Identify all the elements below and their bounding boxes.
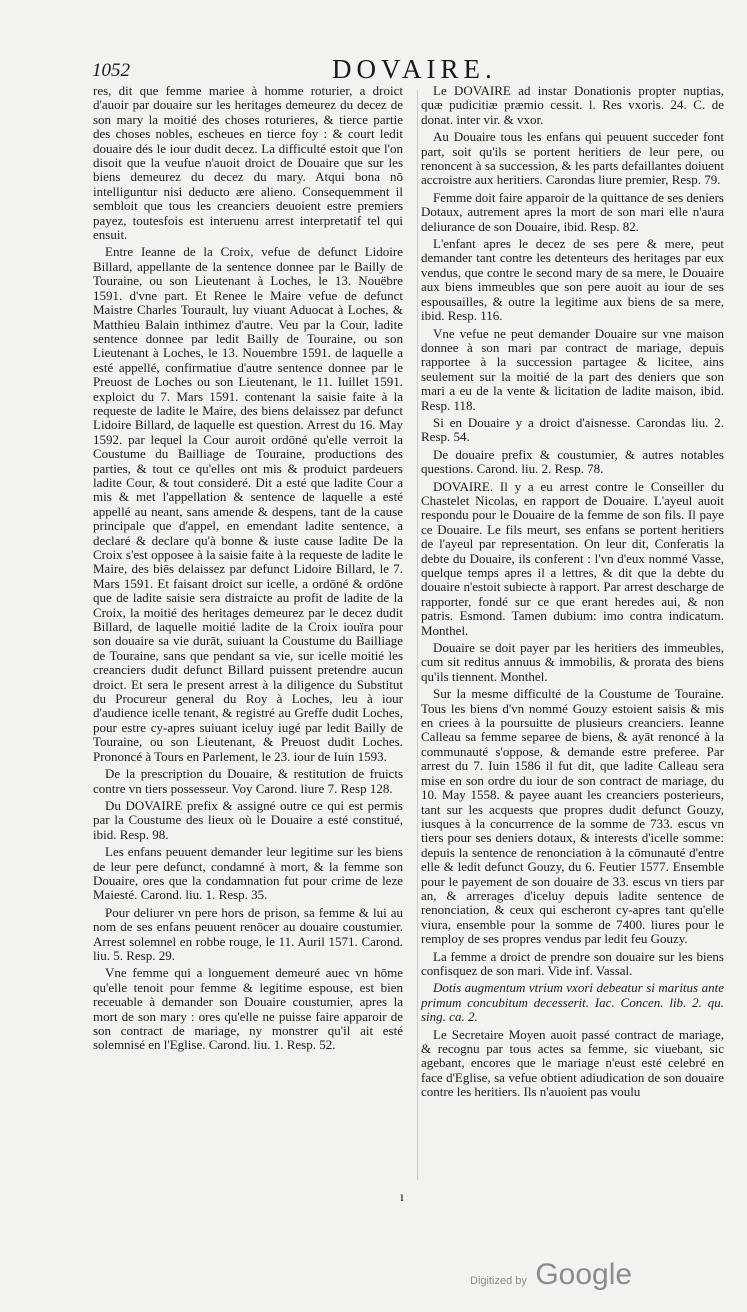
paragraph: Vne femme qui a longuement demeuré auec vn hōme qu'elle tenoit pour femme & legitime espouse, est bien receuable à demander son Douaire coustumier, apres la mort de son mary : ores qu'elle ne puisse faire apparoir de son contract de mariage, ny monstrer qu'il ait esté solemnisé en l'Eglise. Carond. liu. 1. Resp. 52. [93, 965, 403, 1053]
paragraph: L'enfant apres le decez de ses pere & mere, peut demander tant contre les detenteurs des heritages par eux vendus, que contre le second mary de sa mere, le Douaire aux biens immeubles que son pere auoit au iour de ses espousailles, & outre la legitime aux biens de sa mere, ibid. Resp. 116. [421, 236, 724, 324]
digitized-by-label: Digitized by [470, 1275, 527, 1287]
page-header [92, 52, 717, 86]
paragraph: Si en Douaire y a droict d'aisnesse. Carondas liu. 2. Resp. 54. [421, 414, 724, 445]
paragraph: Douaire se doit payer par les heritiers des immeubles, cum sit reditus annuus & immobilis, & prorata des biens qu'ils tiennent. Monthel. [421, 640, 724, 684]
paragraph: Sur la mesme difficulté de la Coustume de Touraine. Tous les biens d'vn nommé Gouzy estoient saisis & mis en criees à la poursuitte de plusieurs creanciers. Ieanne Calleau sa femme separee de biens, & ayāt renoncé à la communauté s'oppose, & demande estre preferee. Par arrest du 7. Iuin 1586 il fut dit, que ladite Calleau sera mise en son ordre du iour de son contract de mariage, du 10. May 1558. & payee auant les creanciers posterieurs, tant sur les acquests que propres dudit defunct Gouzy, iusques à la concurrence de la somme de 733. escus vn tiers pour ses deniers dotaux, & interests d'icelle somme: depuis la sentence de renonciation à la cōmunauté d'entre elle & ledit defunct Gouzy, du 6. Feutier 1577. Ensemble pour le payement de son douaire de 33. escus vn tiers par an, & arrerages d'iceluy depuis ladite sentence de renonciation, & ceux qui escheront cy-apres tant qu'elle viura, ensemble pour la somme de 7400. liures pour le remploy de ses propres vendus par ledit feu Gouzy. [421, 686, 724, 947]
paragraph: Le Secretaire Moyen auoit passé contract de mariage, & recognu par tous actes sa femme, sic viuebant, sic agebant, encores que le mariage n'eust esté celebré en face d'Eglise, sa vefue obtient adiudication de son douaire contre les heritiers. Ils n'auoient pas voulu [421, 1026, 724, 1100]
left-column [93, 84, 403, 1056]
paragraph: Du DOVAIRE prefix & assigné outre ce qui est permis par la Coustume des lieux où le Douaire a esté constitué, ibid. Resp. 98. [93, 797, 403, 842]
paragraph: De la prescription du Douaire, & restitution de fruicts contre vn tiers possesseur. Voy Carond. liure 7. Resp 128. [93, 766, 403, 796]
paragraph: Dotis augmentum vtrium vxori debeatur si maritus ante primum concubitum decesserit. Iac. Concen. lib. 2. qu. sing. ca. 2. [421, 980, 724, 1025]
column-divider [417, 90, 418, 1180]
paragraph: Vne vefue ne peut demander Douaire sur vne maison donnee à son mari par contract de mariage, depuis rapportee à la succession partagee & licitee, ains seulement sur la moitié de la part des deniers que son mari a eu de la vente & licitation de ladite maison, ibid. Resp. 118. [421, 325, 724, 413]
paragraph: DOVAIRE. Il y a eu arrest contre le Conseiller du Chastelet Nicolas, en rapport de Douaire. L'ayeul auoit respondu pour le Douaire de la femme de son fils. Il paye ce Douaire. Le fils meurt, ses enfans se portent heritiers de l'ayeul par representation. On leur dit, Conferatis la debte du Douaire, ils conferent : l'vn d'eux nommé Vasse, quelque temps apres il a lettres, & dit que la debte du douaire n'estoit subiecte à rapport. Par arrest descharge de rapporter, fondé sur ce que erant heredes aui, & non patris. Esmond. Tamen dubium: imo contra indicatum. Monthel. [421, 478, 724, 638]
paragraph: Au Douaire tous les enfans qui peuuent succeder font part, soit qu'ils se portent heritiers de leur pere, ou renoncent à sa succession, & les parts defaillantes doiuent accroistre aux heritiers. Carondas liure premier, Resp. 79. [421, 129, 724, 188]
paragraph: La femme a droict de prendre son douaire sur les biens confisquez de son mari. Vide inf. Vassal. [421, 948, 724, 978]
paragraph: Les enfans peuuent demander leur legitime sur les biens de leur pere defunct, condamné à mort, & la femme son Douaire, ores que la condamnation fut pour crime de leze Maiesté. Carond. liu. 1. Resp. 35. [93, 844, 403, 903]
paragraph: Femme doit faire apparoir de la quittance de ses deniers Dotaux, autrement apres la mort de son mari elle n'aura deliurance de son Douaire, ibid. Resp. 82. [421, 189, 724, 234]
digitized-by-google-watermark [470, 1258, 632, 1292]
google-logo: Google [535, 1258, 633, 1291]
right-column [421, 84, 724, 1103]
paragraph: Entre Ieanne de la Croix, vefue de defunct Lidoire Billard, appellante de la sentence donnee par le Bailly de Touraine, ou son Lieutenant à Loches, le 13. Nouëbre 1591. d'vne part. Et Renee le Maire vefue de defunct Maistre Charles Tourault, luy viuant Aduocat à Loches, & Matthieu Balain inthimez d'autre. Veu par la Cour, ladite sentence donnee par ledit Bailly de Touraine, ou son Lieutenant à Loches, le 13. Nouembre 1591. de laquelle a esté appellé, confirmatiue d'autre sentence donnee par le Preuost de Loches ou son Lieutenant, le 11. Iuillet 1591. exploict du 7. Mars 1591. contenant la saisie faite à la requeste de ladite le Maire, des biens delaissez par defunct Lidoire Billard, de laquelle est question. Arrest du 16. May 1592. par lequel la Cour auroit ordōné qu'elle verroit la Coustume du Bailliage de Touraine, productions des parties, & tout ce qu'elles ont mis & produict pardeuers ladite Cour, & tout consideré. Dit a esté que ladite Cour a mis & met l'appellation & sentence de laquelle a esté appellé au neant, sans amende & despens, tant de la cause principale que d'appel, en emendant ladite sentence, a declaré & declare qu'à bonne & iuste cause ladite De la Croix s'est opposee à la saisie faite à la requeste de ladite le Maire, des biēs delaissez par defunct Lidoire Billard, le 7. Mars 1591. Et faisant droict sur icelle, a ordōné & ordōne que de ladite saisie sera distraicte au profit de ladite de la Croix, la moitié des heritages demeurez par le decez dudit Billard, de laquelle moitié ladite de la Croix iouïra pour son douaire sa vie durāt, suiuant la Coustume du Bailliage de Touraine, sans que pendant sa vie, sur icelle moitié les creanciers dudit defunct Billard puissent pretendre aucun droict. Et sera le present arrest à la diligence du Substitut du Procureur general du Roy à Loches, leu à iour d'audience icelle tenant, & registré au Greffe dudit Loches, pour estre cy-apres suiuant iceluy iugé par ledit Bailly de Touraine, ou son Lieutenant, & Preuost dudit Loches. Prononcé à Tours en Parlement, le 23. iour de Iuin 1593. [93, 244, 403, 764]
paragraph: Pour deliurer vn pere hors de prison, sa femme & lui au nom de ses enfans peuuent renōcer au douaire coustumier. Arrest solemnel en robbe rouge, le 11. Auril 1571. Carond. liu. 5. Resp. 29. [93, 904, 403, 963]
signature-mark: ı [400, 1190, 404, 1205]
running-title: DOVAIRE. [332, 54, 497, 84]
page-number: 1052 [92, 60, 130, 81]
paragraph: De douaire prefix & coustumier, & autres notables questions. Carond. liu. 2. Resp. 78. [421, 446, 724, 477]
paragraph: res, dit que femme mariee à homme roturier, a droict d'auoir par douaire sur les heritages demeurez du decez de son mary la moitié des choses roturieres, & tierce partie des choses nobles, escheues en tierce foy : & court ledit douaire dés le iour dudit decez. La difficulté estoit que l'on disoit que la veufue n'auoit droict de Douaire que sur les biens demeurez du decez du mary. Atqui bona nō intelliguntur nisi deducto ære alieno. Consequemment il sembloit que tous les creanciers deuoient estre premiers payez, toutesfois est interuenu arrest interpretatif tel qui ensuit. [93, 83, 403, 243]
paragraph: Le DOVAIRE ad instar Donationis propter nuptias, quæ pudicitiæ præmio cessit. l. Res vxoris. 24. C. de donat. inter vir. & vxor. [421, 83, 724, 127]
